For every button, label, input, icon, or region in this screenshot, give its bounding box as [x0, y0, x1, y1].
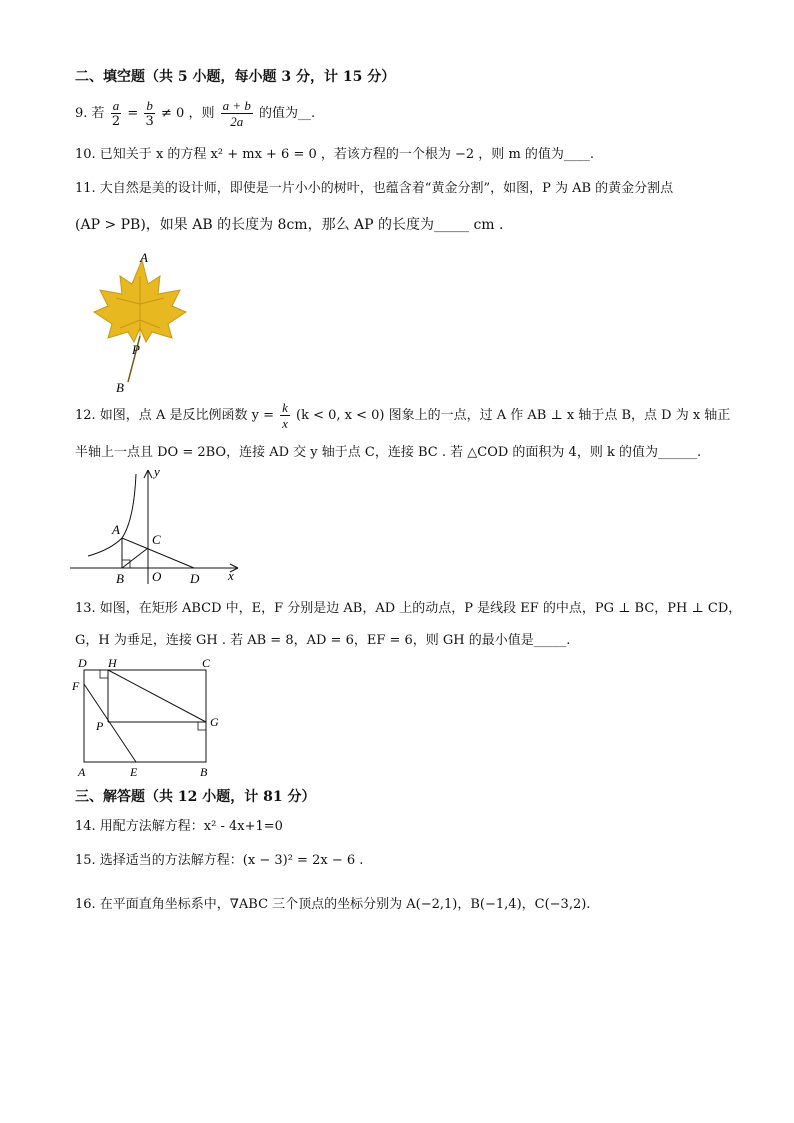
q9-text-1: 若	[91, 106, 105, 121]
label-G: G	[210, 715, 219, 729]
leaf-label-B: B	[116, 380, 124, 395]
q9-not-zero: ≠ 0	[161, 106, 185, 121]
maple-leaf-figure	[80, 246, 200, 396]
q12-f-den: x	[282, 416, 288, 431]
q12-fraction-kx	[280, 400, 290, 431]
question-13-line-1: 13. 如图，在矩形 ABCD 中，E，F 分别是边 AB，AD 上的动点，P 是线段 EF 的中点，PG ⊥ BC，PH ⊥ CD，	[75, 601, 742, 616]
q9-f1-num: a	[112, 98, 120, 113]
segment-BC	[122, 548, 148, 568]
label-H: H	[108, 656, 117, 670]
segment-EF	[84, 684, 136, 762]
q9-text-2: ，则	[188, 106, 215, 121]
q9-f3-num: a + b	[222, 98, 251, 113]
label-D: D	[78, 656, 87, 670]
label-D: D	[190, 571, 200, 586]
question-11-line-2: (AP > PB)，如果 AB 的长度为 8cm，那么 AP 的长度为_____ cm .	[75, 217, 504, 233]
question-12-line-1	[75, 400, 730, 431]
label-P: P	[96, 719, 104, 733]
leaf-label-P: P	[132, 342, 140, 357]
question-16: 16. 在平面直角坐标系中，∇ABC 三个顶点的坐标分别为 A(−2,1)，B(−1,4)，C(−3,2).	[75, 897, 591, 912]
q9-f2-num: b	[146, 98, 153, 113]
label-B: B	[116, 571, 124, 586]
question-11-line-1: 11. 大自然是美的设计师，即使是一片小小的树叶，也蕴含着“黄金分割”，如图，P 为 AB 的黄金分割点	[75, 181, 674, 196]
right-angle-mark-G	[198, 722, 206, 730]
rectangle-ABCD	[84, 670, 206, 762]
label-A: A	[78, 765, 86, 779]
leaf-label-A: A	[140, 250, 148, 265]
q12-coordinate-figure	[70, 464, 250, 588]
label-F: F	[72, 679, 80, 693]
hyperbola-curve	[88, 474, 136, 556]
q9-f3-den: 2a	[230, 114, 244, 129]
segment-GH	[108, 670, 206, 722]
q9-equals: =	[127, 106, 139, 121]
question-13-line-2: G，H 为垂足，连接 GH . 若 AB = 8，AD = 6，EF = 6，则 GH 的最小值是_____.	[75, 633, 571, 648]
q12-f-num: k	[282, 400, 288, 415]
q9-text-3: 的值为__.	[259, 106, 316, 121]
q9-fraction-a2	[111, 98, 122, 129]
question-12-line-2: 半轴上一点且 DO = 2BO，连接 AD 交 y 轴于点 C，连接 BC . 若 △COD 的面积为 4，则 k 的值为______.	[75, 445, 702, 460]
label-E: E	[130, 765, 138, 779]
q12-text-2: (k < 0, x < 0) 图象上的一点，过 A 作 AB ⊥ x 轴于点 B，点 D 为 x 轴正	[296, 408, 731, 423]
right-angle-mark-H	[100, 670, 108, 678]
question-10: 10. 已知关于 x 的方程 x² + mx + 6 = 0 ，若该方程的一个根为 −2 ，则 m 的值为____.	[75, 147, 595, 162]
q9-fraction-target	[221, 98, 253, 129]
label-x: x	[228, 568, 234, 583]
label-A: A	[112, 522, 120, 537]
label-y: y	[154, 464, 160, 479]
section-2-heading: 二、填空题（共 5 小题，每小题 3 分，计 15 分）	[75, 69, 396, 85]
q9-fraction-b3	[144, 98, 155, 129]
q9-f1-den: 2	[111, 114, 121, 129]
q9-number: 9.	[75, 106, 88, 121]
question-14: 14. 用配方法解方程：x² - 4x+1=0	[75, 819, 283, 834]
q13-rectangle-figure	[70, 656, 230, 780]
label-B: B	[200, 765, 208, 779]
q9-f2-den: 3	[145, 114, 154, 129]
label-C: C	[152, 532, 161, 547]
label-C: C	[202, 656, 211, 670]
section-3-heading: 三、解答题（共 12 小题，计 81 分）	[75, 789, 316, 805]
label-O: O	[152, 569, 162, 584]
question-15: 15. 选择适当的方法解方程：(x − 3)² = 2x − 6 .	[75, 853, 364, 868]
q12-text-1: 12. 如图，点 A 是反比例函数 y =	[75, 408, 274, 423]
question-9	[75, 98, 315, 129]
